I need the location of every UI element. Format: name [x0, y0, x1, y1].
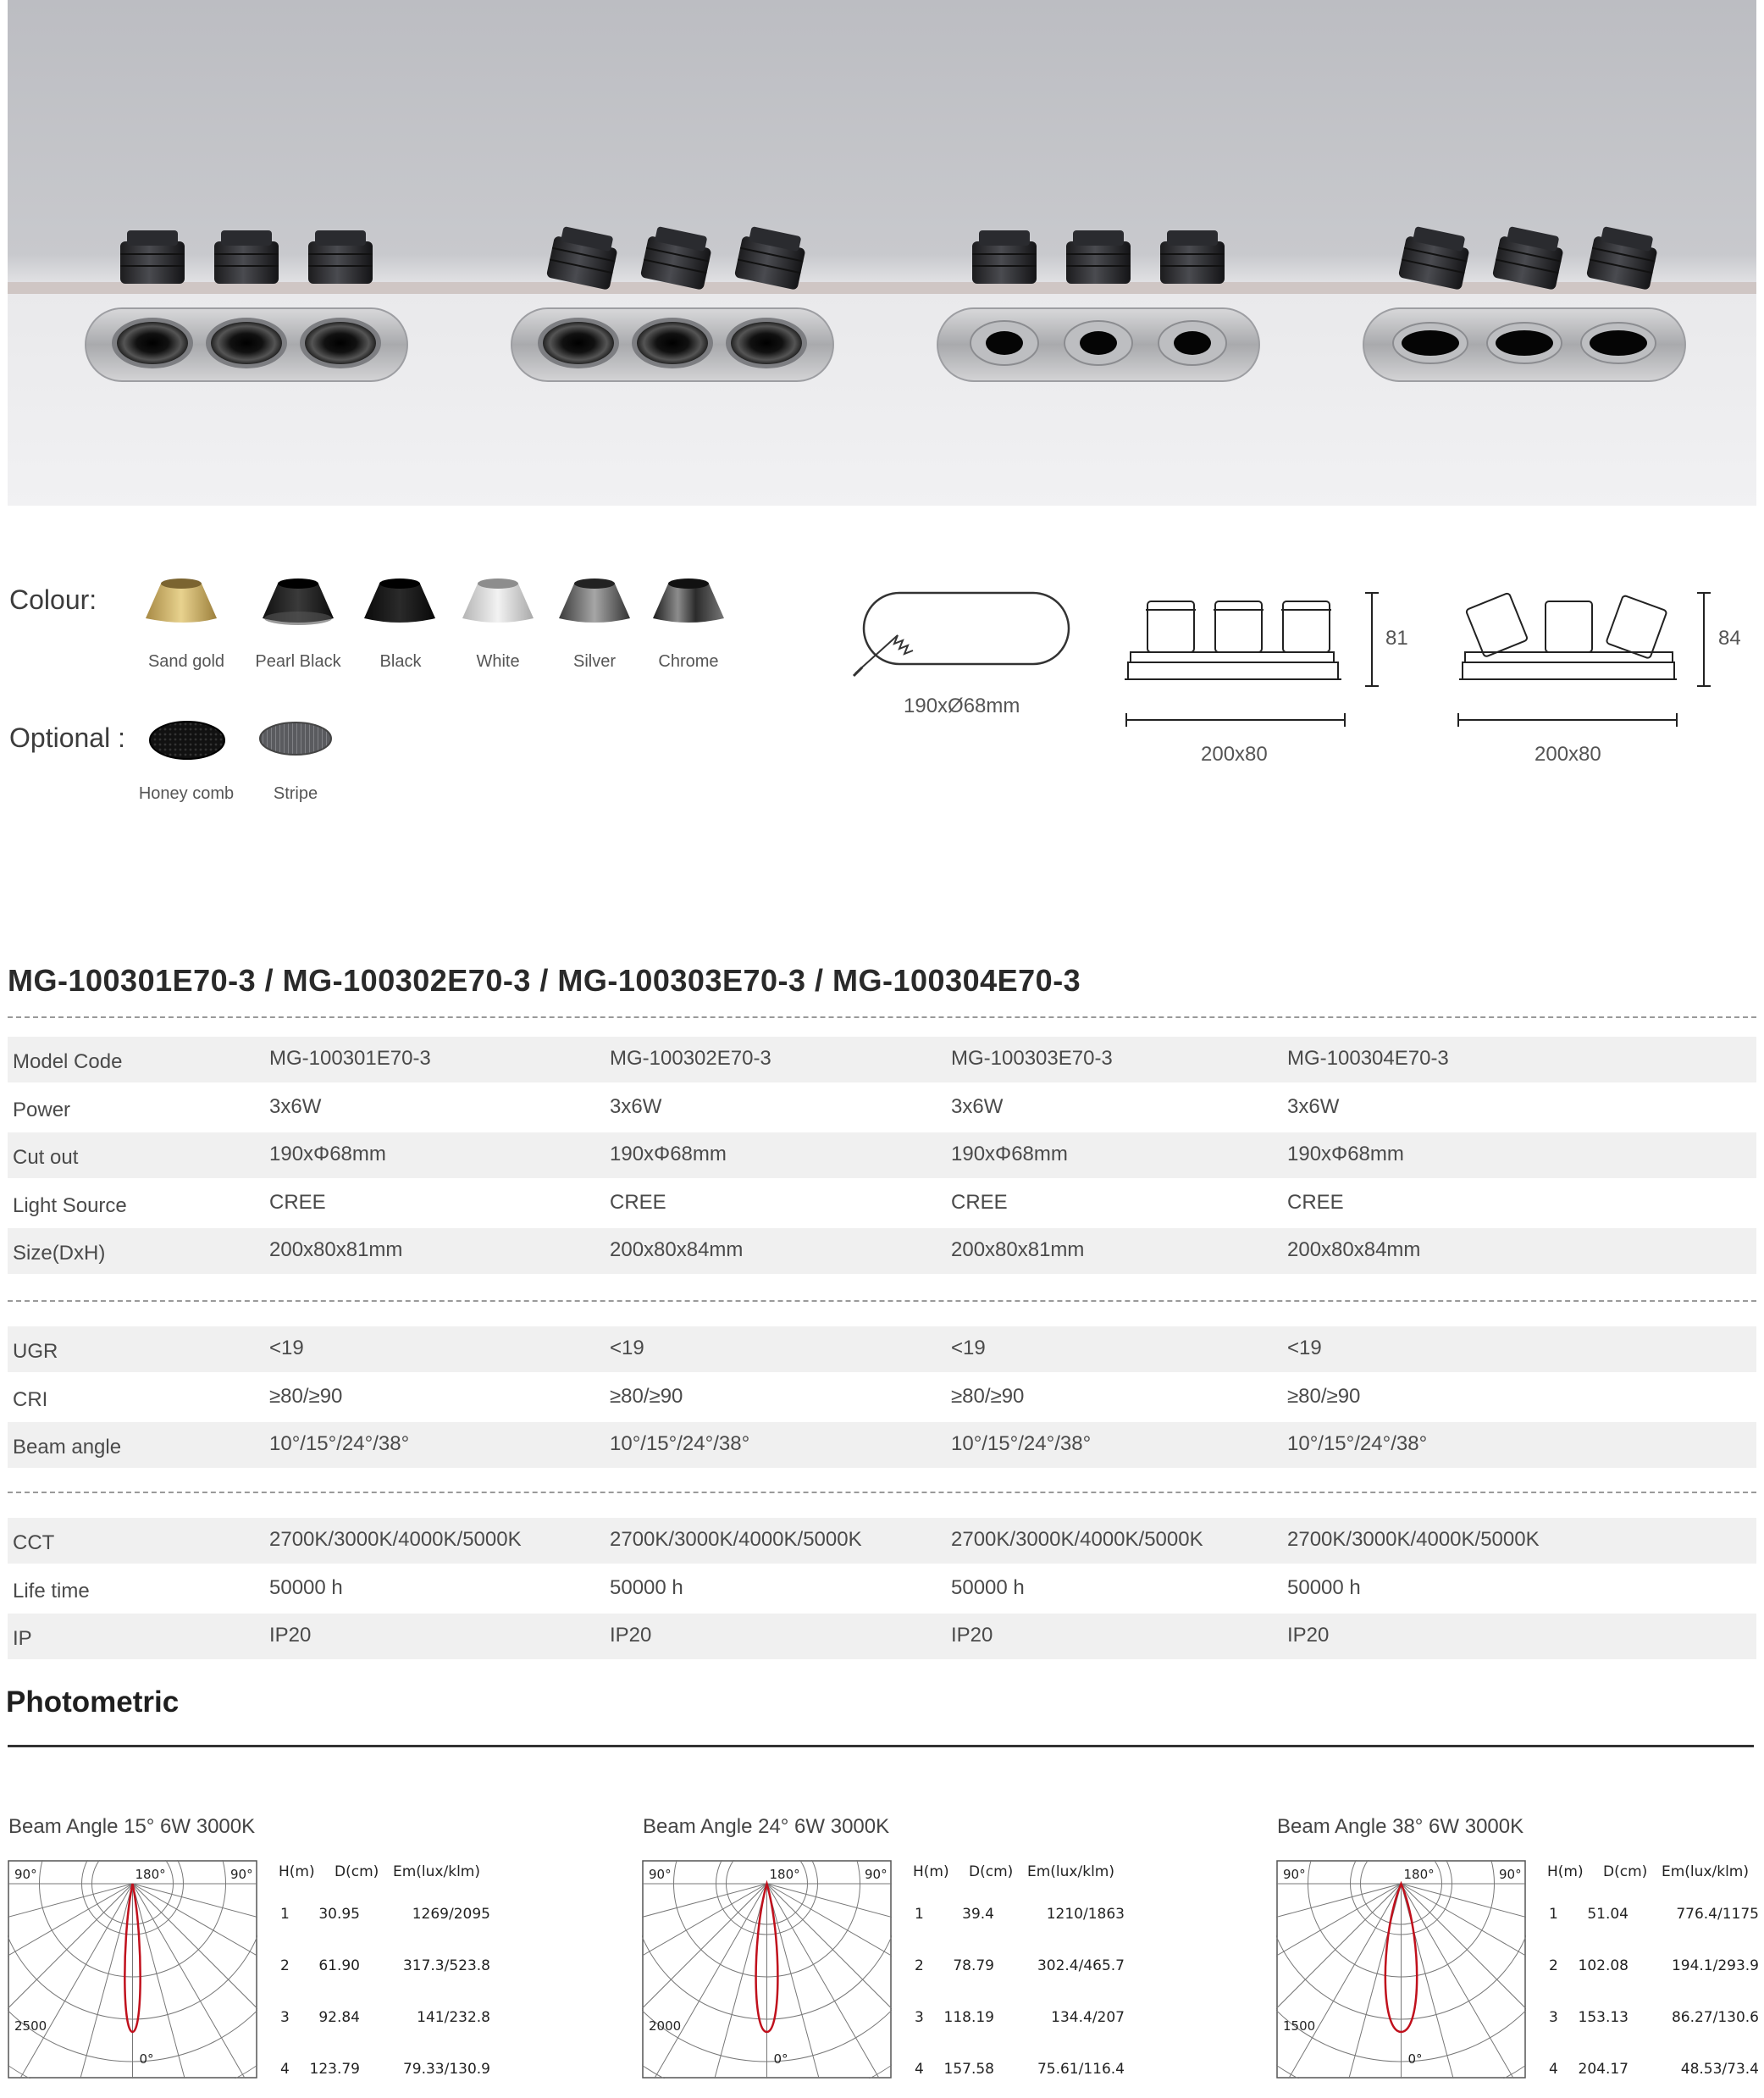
photometric-table-cell: 3 [1549, 2009, 1558, 2026]
swatch-icons [0, 559, 762, 813]
swatch-silver-label: Silver [572, 652, 616, 671]
spec-cell: IP20 [269, 1624, 312, 1647]
spec-row-label: Model Code [13, 1050, 123, 1073]
spec-cell: 200x80x81mm [951, 1238, 1085, 1262]
polar-label-left: 90° [14, 1867, 37, 1882]
spec-row [8, 1085, 1756, 1131]
spec-cell: ≥80/≥90 [269, 1384, 343, 1408]
polar-light-distribution-diagram [642, 1860, 892, 2079]
side-view-adjustable [1458, 593, 1711, 727]
swatch-sand-gold-label: Sand gold [147, 652, 225, 671]
spec-row-label: UGR [13, 1340, 58, 1363]
photometric-table-cell: 78.79 [953, 1957, 994, 1974]
honeycomb-icon [150, 722, 224, 759]
cutout-drawing [854, 593, 1069, 676]
polar-label-top: 180° [769, 1867, 800, 1882]
polar-label-right: 90° [1499, 1867, 1522, 1882]
photometric-table-cell: 86.27/130.6 [1671, 2009, 1759, 2026]
polar-label-left: 90° [1283, 1867, 1306, 1882]
spec-cell: 50000 h [610, 1575, 683, 1599]
photometric-table-cell: 157.58 [943, 2061, 994, 2078]
spec-row [8, 1326, 1756, 1372]
reflector-pearl-black-icon [263, 578, 334, 625]
spec-row [8, 1228, 1756, 1274]
photometric-table-header: H(m) [279, 1863, 315, 1880]
photometric-table-cell: 123.79 [309, 2061, 360, 2078]
width-dimension-b: 200x80 [1535, 743, 1601, 766]
spec-cell: IP20 [610, 1624, 652, 1647]
optional-label: Optional : [9, 722, 125, 753]
reflector-silver-icon [559, 578, 630, 623]
reflector-white-icon [462, 578, 534, 623]
spec-cell: 2700K/3000K/4000K/5000K [951, 1528, 1203, 1551]
spec-cell: 3x6W [1287, 1094, 1340, 1118]
photometric-table-cell: 3 [915, 2009, 924, 2026]
photometric-table-cell: 204.17 [1578, 2061, 1629, 2078]
spec-cell: 200x80x84mm [1287, 1238, 1421, 1262]
spec-cell: IP20 [951, 1624, 993, 1647]
spec-cell: MG-100303E70-3 [951, 1047, 1113, 1070]
polar-light-distribution-diagram [1276, 1860, 1526, 2079]
swatch-pearl-black-label: Pearl Black [255, 652, 341, 671]
cutout-dimension: 190xØ68mm [904, 695, 1020, 717]
photometric-table-cell: 4 [915, 2061, 924, 2078]
spec-row-label: Cut out [13, 1146, 79, 1170]
optional-honeycomb-label: Honey comb [138, 784, 235, 803]
spec-row [8, 1422, 1756, 1468]
swatch-white-label: White [476, 652, 520, 671]
reflector-chrome-icon [653, 578, 724, 623]
photometric-table-header: Em(lux/klm) [393, 1863, 480, 1880]
polar-label-bottom: 0° [139, 2051, 154, 2067]
spec-cell: CREE [951, 1190, 1008, 1214]
photometric-table-cell: 30.95 [318, 1906, 360, 1923]
height-dimension-b: 84 [1718, 627, 1741, 650]
polar-label-right: 90° [865, 1867, 888, 1882]
spec-cell: 10°/15°/24°/38° [610, 1432, 750, 1456]
polar-label-top: 180° [135, 1867, 166, 1882]
spec-cell: 2700K/3000K/4000K/5000K [1287, 1528, 1540, 1551]
spec-cell: 190xΦ68mm [951, 1143, 1068, 1166]
photometric-table-cell: 39.4 [962, 1906, 994, 1923]
height-dimension-a: 81 [1385, 627, 1408, 650]
reflector-black-icon [364, 578, 435, 623]
spec-cell: 190xΦ68mm [269, 1143, 386, 1166]
fixture-render [1363, 224, 1685, 381]
photometric-table-cell: 48.53/73.4 [1680, 2061, 1759, 2078]
spec-cell: MG-100302E70-3 [610, 1047, 771, 1070]
beam-angle-title: Beam Angle 24° 6W 3000K [643, 1815, 890, 1838]
photometric-table-cell: 4 [1549, 2061, 1558, 2078]
spec-row [8, 1037, 1756, 1082]
spec-cell: 3x6W [951, 1094, 1004, 1118]
divider [8, 1300, 1756, 1302]
spec-row [8, 1181, 1756, 1226]
beam-angle-title: Beam Angle 15° 6W 3000K [8, 1815, 256, 1838]
dimension-drawings [838, 576, 1711, 745]
spec-cell: 3x6W [610, 1094, 662, 1118]
optional-stripe-label: Stripe [273, 784, 318, 803]
spec-cell: CREE [1287, 1190, 1344, 1214]
spec-cell: CREE [269, 1190, 326, 1214]
spec-cell: 200x80x84mm [610, 1238, 744, 1262]
spec-cell: 3x6W [269, 1094, 322, 1118]
polar-label-right: 90° [230, 1867, 253, 1882]
width-dimension-a: 200x80 [1201, 743, 1268, 766]
spec-cell: ≥80/≥90 [951, 1384, 1025, 1408]
spec-cell: 190xΦ68mm [1287, 1143, 1404, 1166]
spec-row-label: CCT [13, 1531, 55, 1554]
product-renders [0, 0, 1764, 508]
photometric-table-cell: 75.61/116.4 [1037, 2061, 1125, 2078]
swatch-chrome-label: Chrome [658, 652, 719, 671]
spec-row-label: Beam angle [13, 1436, 122, 1459]
polar-label-left: 90° [649, 1867, 672, 1882]
photometric-table-cell: 1 [280, 1906, 290, 1923]
polar-label-bottom: 0° [773, 2051, 788, 2067]
photometric-table-header: Em(lux/klm) [1662, 1863, 1749, 1880]
photometric-table-cell: 2 [915, 1957, 924, 1974]
spec-row-label: Size(DxH) [13, 1242, 106, 1265]
polar-label-scale: 2500 [14, 2018, 47, 2034]
photometric-table-cell: 79.33/130.9 [402, 2061, 490, 2078]
spec-cell: 50000 h [1287, 1575, 1361, 1599]
spec-cell: <19 [269, 1337, 304, 1359]
spec-cell: ≥80/≥90 [1287, 1384, 1361, 1408]
beam-angle-title: Beam Angle 38° 6W 3000K [1277, 1815, 1524, 1838]
spec-cell: <19 [951, 1337, 986, 1359]
spec-cell: CREE [610, 1190, 666, 1214]
side-view-fixed [1125, 593, 1379, 727]
spec-row-label: CRI [13, 1387, 48, 1411]
photometric-rule [8, 1745, 1754, 1747]
spec-cell: MG-100304E70-3 [1287, 1047, 1449, 1070]
polar-label-top: 180° [1403, 1867, 1435, 1882]
photometric-table-cell: 317.3/523.8 [402, 1957, 490, 1974]
fixture-render [512, 224, 833, 381]
fixture-render [86, 230, 407, 381]
photometric-table-cell: 92.84 [318, 2009, 360, 2026]
polar-label-scale: 2000 [649, 2018, 682, 2034]
photometric-table-cell: 153.13 [1578, 2009, 1629, 2026]
spec-row [8, 1518, 1756, 1564]
spec-row [8, 1132, 1756, 1178]
polar-label-scale: 1500 [1283, 2018, 1316, 2034]
spec-cell: 200x80x81mm [269, 1238, 403, 1262]
photometric-table-cell: 102.08 [1578, 1957, 1629, 1974]
photometric-table-cell: 1210/1863 [1046, 1906, 1125, 1923]
photometric-table-cell: 1 [915, 1906, 924, 1923]
photometric-table-cell: 118.19 [943, 2009, 994, 2026]
fixture-render [937, 230, 1259, 381]
spec-cell: IP20 [1287, 1624, 1330, 1647]
spec-cell: 190xΦ68mm [610, 1143, 727, 1166]
spec-cell: 2700K/3000K/4000K/5000K [610, 1528, 862, 1551]
photometric-table-cell: 776.4/1175 [1676, 1906, 1759, 1923]
spec-row [8, 1375, 1756, 1420]
photometric-table-header: H(m) [913, 1863, 949, 1880]
photometric-table-cell: 2 [1549, 1957, 1558, 1974]
photometric-table-cell: 2 [280, 1957, 290, 1974]
photometric-title: Photometric [6, 1686, 180, 1719]
reflector-sand-gold-icon [146, 578, 217, 623]
spec-row [8, 1614, 1756, 1659]
spec-row-label: Light Source [13, 1193, 127, 1217]
spec-cell: 10°/15°/24°/38° [951, 1432, 1092, 1456]
photometric-table-header: Em(lux/klm) [1027, 1863, 1114, 1880]
photometric-table-cell: 134.4/207 [1051, 2009, 1125, 2026]
spec-row [8, 1566, 1756, 1612]
photometric-table-header: H(m) [1547, 1863, 1584, 1880]
photometric-table-cell: 3 [280, 2009, 290, 2026]
spec-cell: 10°/15°/24°/38° [269, 1432, 410, 1456]
photometric-table-header: D(cm) [335, 1863, 379, 1880]
swatch-black-label: Black [379, 652, 422, 671]
photometric-table-header: D(cm) [1603, 1863, 1648, 1880]
photometric-table-cell: 194.1/293.9 [1671, 1957, 1759, 1974]
photometric-table-cell: 1 [1549, 1906, 1558, 1923]
photometric-table-cell: 141/232.8 [417, 2009, 490, 2026]
photometric-table-cell: 4 [280, 2061, 290, 2078]
spec-cell: 2700K/3000K/4000K/5000K [269, 1528, 522, 1551]
spec-row-label: Life time [13, 1579, 90, 1603]
spec-row-label: Power [13, 1098, 71, 1121]
photometric-table-cell: 51.04 [1587, 1906, 1629, 1923]
photometric-table-cell: 1269/2095 [412, 1906, 490, 1923]
spec-cell: <19 [1287, 1337, 1322, 1359]
spec-cell: <19 [610, 1337, 644, 1359]
divider [8, 1016, 1756, 1018]
photometric-table-cell: 302.4/465.7 [1037, 1957, 1125, 1974]
spec-cell: 10°/15°/24°/38° [1287, 1432, 1428, 1456]
stripe-icon [260, 722, 331, 755]
photometric-table-header: D(cm) [969, 1863, 1014, 1880]
spec-title: MG-100301E70-3 / MG-100302E70-3 / MG-100303E70-3 / MG-100304E70-3 [8, 963, 1081, 998]
photometric-table-cell: 61.90 [318, 1957, 360, 1974]
spec-cell: MG-100301E70-3 [269, 1047, 431, 1070]
polar-label-bottom: 0° [1407, 2051, 1423, 2067]
colour-label: Colour: [9, 584, 97, 615]
divider [8, 1492, 1756, 1493]
polar-light-distribution-diagram [8, 1860, 257, 2079]
spec-cell: 50000 h [951, 1575, 1025, 1599]
spec-cell: 50000 h [269, 1575, 343, 1599]
spec-cell: ≥80/≥90 [610, 1384, 683, 1408]
spec-row-label: IP [13, 1627, 32, 1651]
